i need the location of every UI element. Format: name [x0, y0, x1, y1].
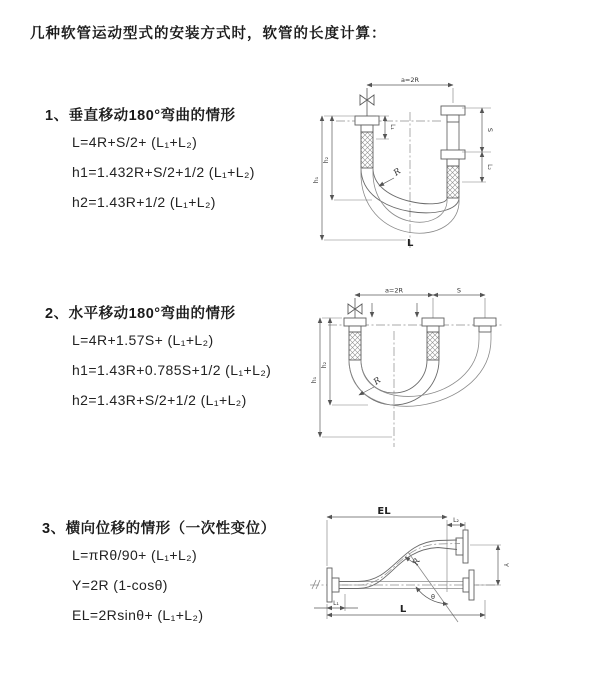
diagram-lateral-displacement	[300, 500, 600, 660]
section-2-heading: 2、水平移动180°弯曲的情形	[45, 306, 236, 322]
diagram-vertical-180-bend	[310, 70, 590, 260]
section-3-formula-L: L=πRθ/90+ (L₁+L₂)	[72, 547, 198, 563]
section-1-formula-h2: h2=1.43R+1/2 (L₁+L₂)	[72, 194, 216, 210]
middle-fitting	[422, 318, 444, 360]
dim-label-h2: h₂	[321, 361, 328, 369]
section-3-formula-Y: Y=2R (1-cosθ)	[72, 577, 168, 593]
dim-label-l2: L₂	[453, 517, 459, 524]
dim-label-el: EL	[377, 506, 391, 517]
dim-label-l1: L₁	[389, 124, 396, 130]
section-3-heading: 3、横向位移的情形（一次性变位）	[42, 521, 276, 537]
dim-label-h1: h₁	[313, 176, 320, 184]
radius-label: R	[391, 166, 403, 179]
page-title: 几种软管运动型式的安装方式时，软管的长度计算：	[30, 26, 387, 42]
dim-label-l2: L₂	[486, 164, 493, 170]
hose-u-bend-moved	[349, 339, 491, 406]
right-fitting-moved	[474, 318, 496, 339]
section-2-formula-h2: h2=1.43R+S/2+1/2 (L₁+L₂)	[72, 392, 247, 408]
left-fitting	[355, 116, 379, 168]
left-fitting	[344, 318, 366, 360]
length-label: L	[407, 238, 414, 249]
ext-line	[462, 108, 491, 182]
valve-icon	[360, 88, 374, 116]
left-flange	[327, 568, 339, 602]
dim-label-h2: h₂	[323, 156, 330, 164]
dim-label-s: S	[486, 127, 494, 133]
dim-label-s: S	[456, 286, 462, 295]
section-1-formula-h1: h1=1.432R+S/2+1/2 (L₁+L₂)	[72, 164, 255, 180]
ext-line	[433, 298, 485, 318]
angle-label: θ	[431, 593, 435, 601]
dim-label-l1: L₁	[333, 600, 339, 607]
dim-label-a2r: a=2R	[384, 286, 404, 295]
section-1-formula-L: L=4R+S/2+ (L₁+L₂)	[72, 134, 198, 150]
radius-label: R	[371, 375, 383, 388]
section-2-formula-h1: h1=1.43R+0.785S+1/2 (L₁+L₂)	[72, 362, 272, 378]
dim-label-h1: h₁	[311, 376, 318, 384]
section-1-heading: 1、垂直移动180°弯曲的情形	[45, 108, 236, 124]
dim-label-y: Y	[502, 563, 510, 567]
right-fitting-upper	[441, 106, 465, 122]
radius-label: R	[410, 556, 423, 568]
ext-line	[470, 545, 501, 585]
valve-icon	[348, 298, 362, 318]
upper-flange	[456, 530, 468, 563]
right-fitting-lower	[441, 150, 465, 198]
break-symbol	[312, 580, 320, 589]
diagram-horizontal-180-bend	[310, 285, 600, 465]
dim-label-a2r: a=2R	[400, 76, 420, 84]
dim-label-l: L	[399, 604, 407, 615]
section-2-formula-L: L=4R+1.57S+ (L₁+L₂)	[72, 332, 214, 348]
section-3-formula-EL: EL=2Rsinθ+ (L₁+L₂)	[72, 607, 204, 623]
radius-leader	[379, 178, 394, 186]
